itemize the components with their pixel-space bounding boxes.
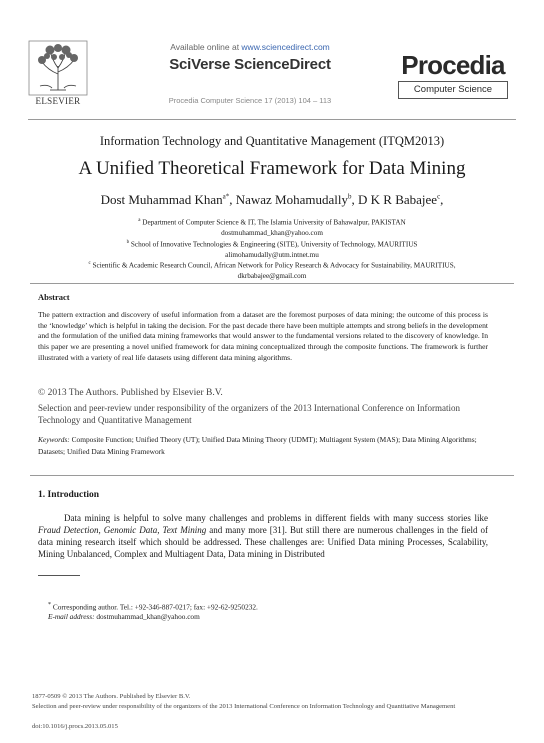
affiliation-mark: b [126,240,130,245]
author-separator: , [440,192,444,207]
affiliation-email[interactable]: alimohamudally@utm.intnet.mu [225,250,319,259]
paper-title: A Unified Theoretical Framework for Data Mining [78,158,466,179]
publisher-wordmark: ELSEVIER [35,96,81,106]
conference-name: Information Technology and Quantitative Management (ITQM2013) [99,134,445,148]
availability-prefix: Available online at [170,42,242,52]
introduction-paragraph [38,512,488,560]
footnote-email-address[interactable]: dostmuhammad_khan@yahoo.com [94,612,200,621]
footnote-email [48,611,200,622]
doi-line[interactable]: doi:10.1016/j.procs.2013.05.015 [32,723,118,730]
footnote-contact-text: Corresponding author. Tel.: +92-346-887-0217; fax: +92-62-9250232. [51,602,258,612]
intro-italic-text: Fraud Detection, Genomic Data, Text Mining [38,525,207,535]
intro-text: Data mining is helpful to solve many challenges and problems in different fields with many success stories like [64,513,488,523]
sciencedirect-link[interactable]: www.sciencedirect.com [241,42,330,52]
affiliation-mark: c [88,261,91,266]
bottom-peer-review: Selection and peer-review under responsibility of the organizers of the 2013 International Conference on Information Technology and Quantitative Management [32,703,456,710]
abstract-bottom-divider [30,475,514,476]
footnote-marker: * [48,602,52,608]
affiliation [30,238,514,261]
keywords-text: Composite Function; Unified Theory (UT); Unified Data Mining Theory (UDMT); Multiagent System (MAS); Data Mining Algorithms; Datasets; Unified Data Mining Framework [38,435,477,456]
abstract-body: The pattern extraction and discovery of useful information from a dataset are the foremost purposes of data mining; the outcome of this process is the ‘knowledge’ which is helpful in taking the decision. For the past decade there have been multiple attempts and strong beliefs in the development and the formulation of the unified data mining frameworks that would answer to the fundamental versions related to the discovery of knowledge. In this paper we are presenting a novel unified framework for data mining conceptualized through the composite functions. The framework is further illustrated with a variety of real life datasets using different data mining algorithms. [38,310,488,362]
affiliation [30,216,514,239]
affiliation-email[interactable]: dkrbabajee@gmail.com [237,271,307,280]
journal-subtitle: Computer Science [398,81,508,99]
abstract-top-divider [30,283,514,284]
keywords [38,434,488,457]
issn-line: 1877-0509 © 2013 The Authors. Published by Elsevier B.V. [32,693,191,700]
keywords-label: Keywords: [38,435,70,444]
affiliation-text: Scientific & Academic Research Council, African Network for Policy Research & Advocacy for Sustainability, MAURITIUS, [92,261,456,270]
footnote-email-label: E-mail address: [48,612,95,621]
author-list [30,192,514,208]
affiliation-mark: a [138,218,141,223]
author-separator: , [229,192,236,207]
author-name: Dost Muhammad Khan [100,192,223,207]
journal-brand: Procedia [401,50,505,80]
peer-review-statement: Selection and peer-review under responsibility of the organizers of the 2013 International Conference on Information Technology and Quantitative Management [38,403,461,425]
author-separator: , [351,192,358,207]
author-affiliation-mark: c [437,192,441,201]
author-affiliation-mark: a* [222,192,230,201]
affiliation-email[interactable]: dostmuhammad_khan@yahoo.com [221,228,323,237]
section-heading: 1. Introduction [38,490,100,500]
author-affiliation-mark: b [348,192,352,201]
intro-text: and many more [31]. But still there are numerous challenges in the field of data mining research itself which should be addressed. These challenges are: Unified Data mining Processes, Scalability, Mining Unbalanced, Complex and Multiagent Data, Data mining in Distributed [38,525,489,559]
abstract-heading: Abstract [38,292,70,302]
author-name: D K R Babajee [358,192,438,207]
header-divider [28,119,516,120]
footnote-divider [38,575,80,576]
journal-reference: Procedia Computer Science 17 (2013) 104 – 113 [168,96,332,105]
author-name: Nawaz Mohamudally [235,192,348,207]
elsevier-tree-icon [28,40,88,96]
copyright-line: © 2013 The Authors. Published by Elsevier B.V. [38,388,223,398]
platform-name: SciVerse ScienceDirect [169,56,331,73]
affiliation-text: Department of Computer Science & IT, The Islamia University of Bahawalpur, PAKISTAN [142,218,406,227]
affiliation-text: School of Innovative Technologies & Engineering (SITE), University of Technology, MAURITIUS [130,240,418,249]
affiliation [30,259,514,282]
availability-line [120,42,380,52]
